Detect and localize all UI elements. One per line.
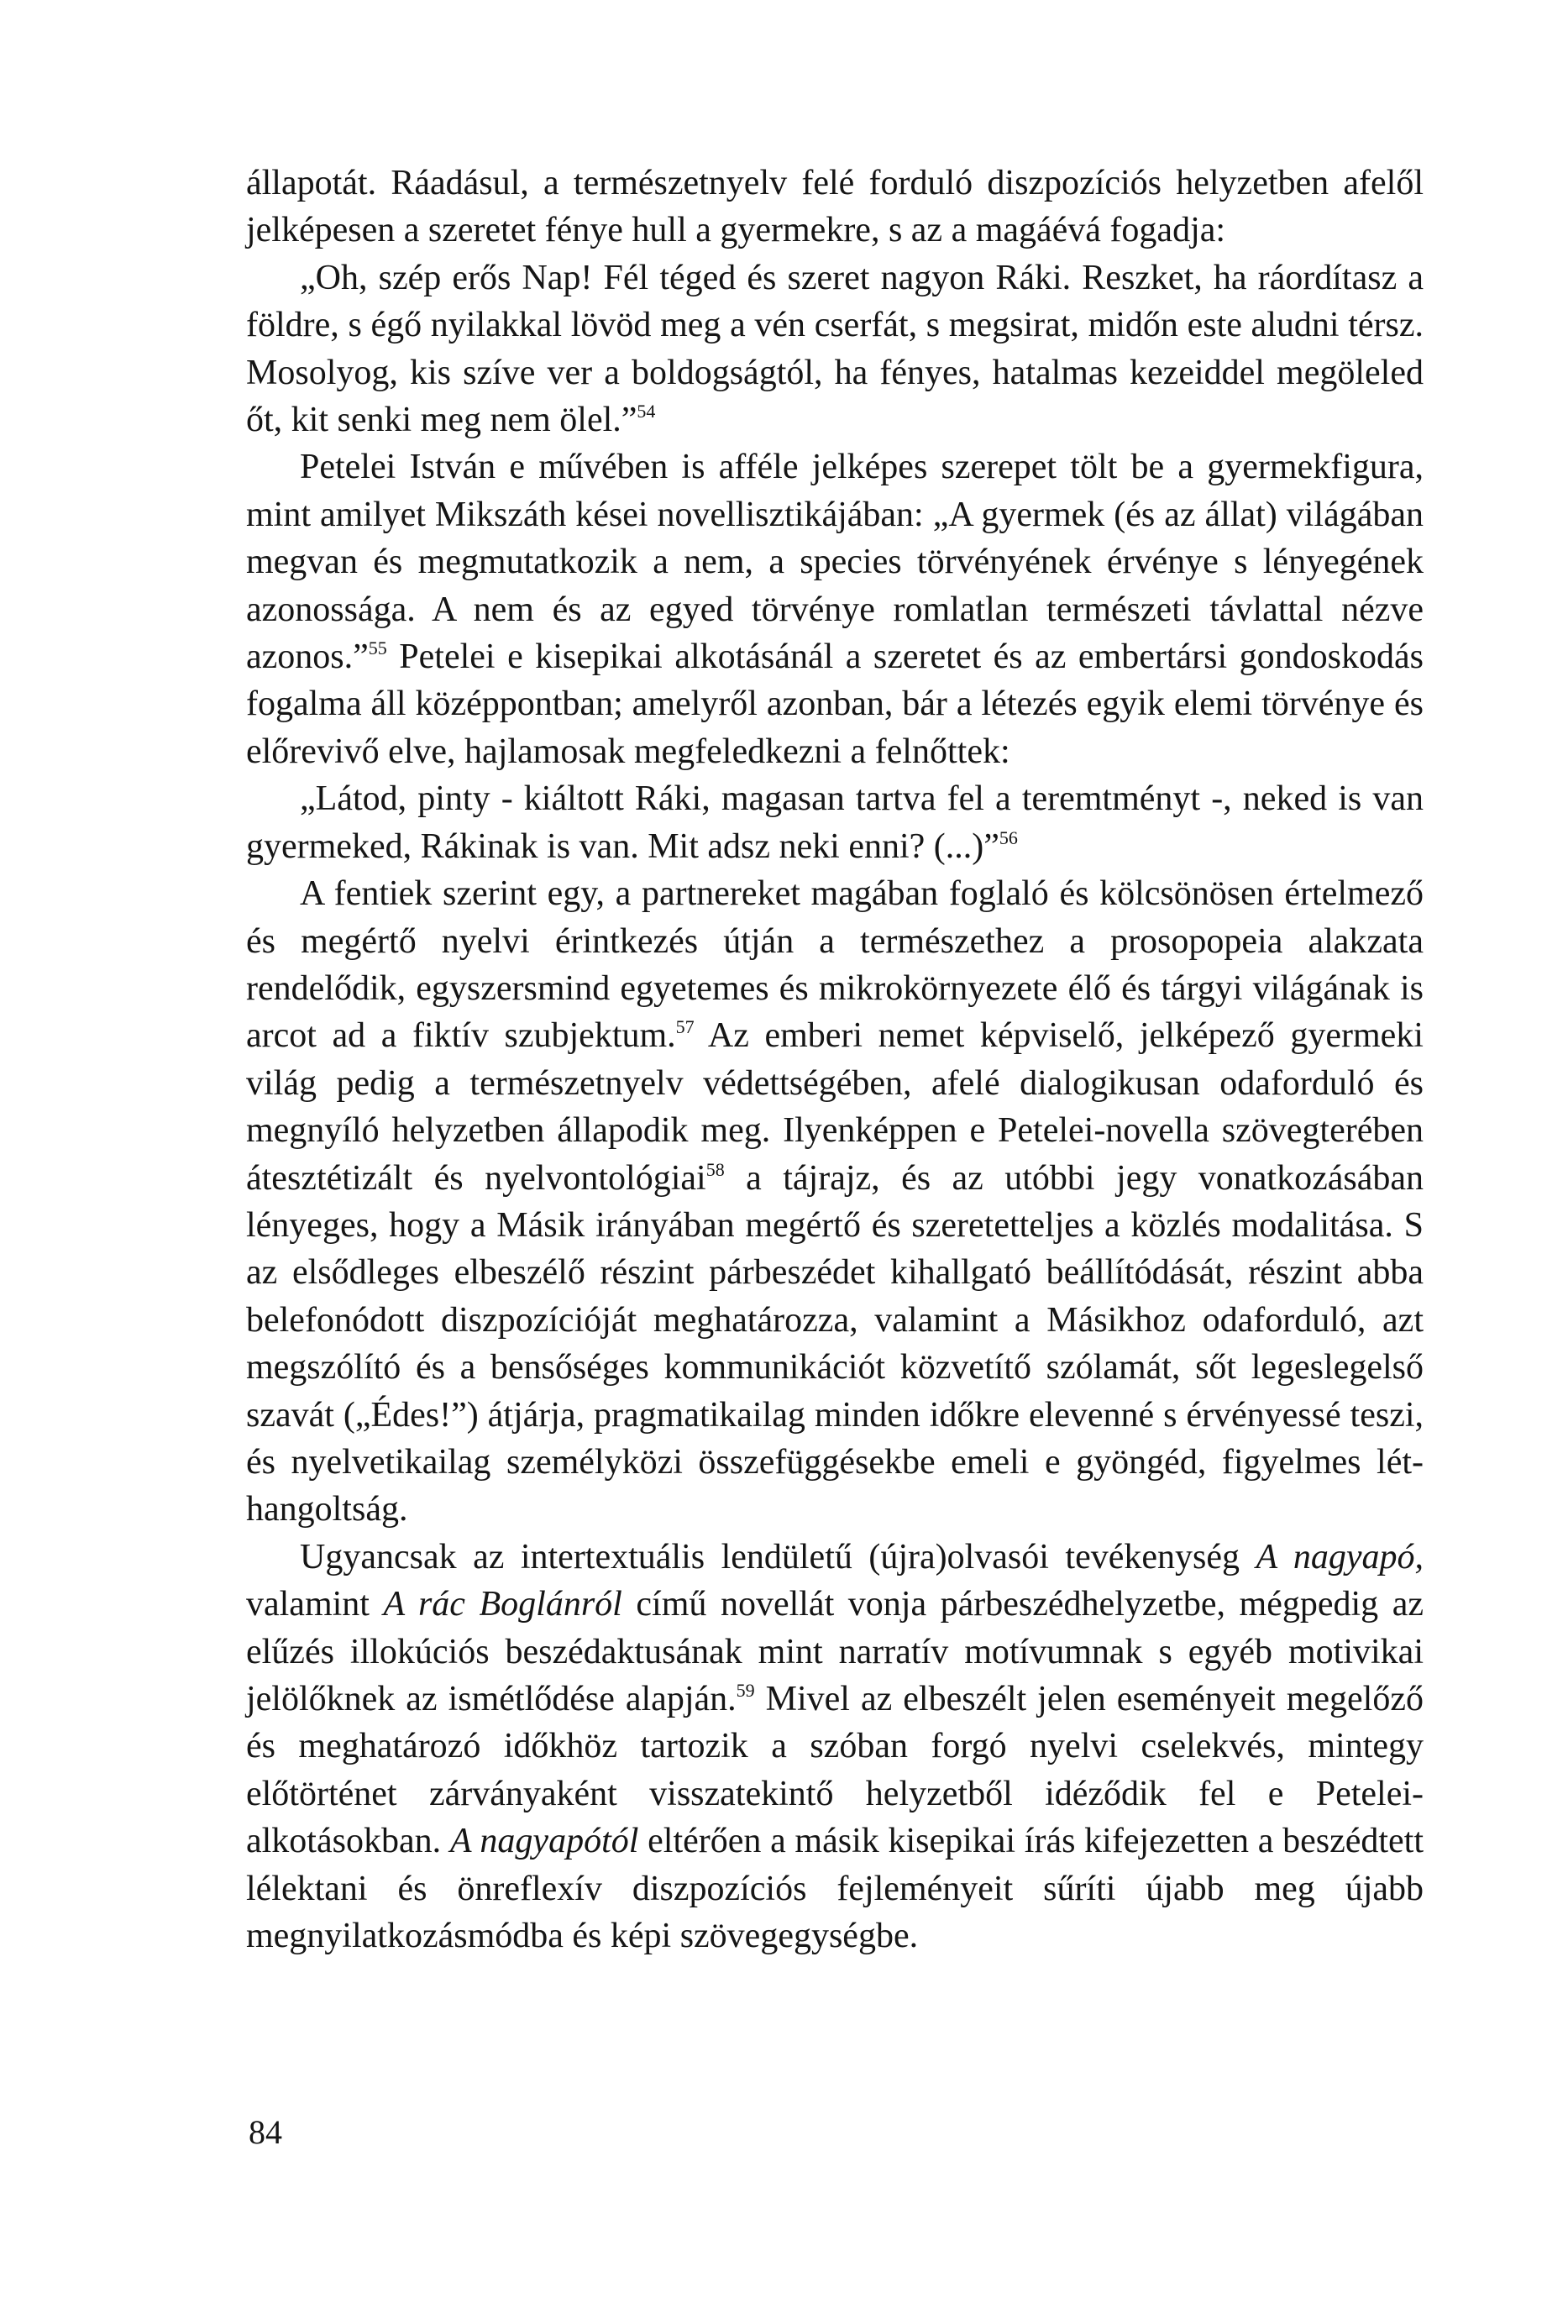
paragraph: [246, 775, 1424, 870]
italic-title: A rác Boglánról: [383, 1585, 622, 1624]
text-run: Ugyancsak az intertextuális lendületű (újra)olvasói tevékenység: [300, 1537, 1256, 1576]
paragraph: [246, 870, 1424, 1534]
text-run: Petelei e kisepikai alkotásánál a szeretet és az embertársi gondoskodás fogalma áll középpontban; amelyről azonban, bár a létezés egyik elemi törvénye és előrevivő elve, hajlamosak megfeledkezni a felnőttek:: [246, 637, 1424, 771]
footnote-marker: 54: [637, 401, 656, 422]
text-run: Petelei István e művében is afféle jelképes szerepet tölt be a gyermekfigura, mint amilyet Mikszáth kései novellisztikájában: „A gyermek (és az állat) világában megvan és megmutatkozik a nem, a species törvényének érvénye s lényegének azonossága. A nem és az egyed törvénye romlatlan természeti távlattal nézve azonos.”: [246, 448, 1424, 677]
footnote-marker: 56: [999, 826, 1018, 848]
footnote-marker: 59: [736, 1680, 755, 1701]
text-run: című novellát vonja párbeszédhelyzetbe, mégpedig az elűzés illokúciós beszédaktusának mint narratív motívumnak s egyéb motivikai jelölőknek az ismétlődése alapján.: [246, 1585, 1424, 1718]
text-run: A fentiek szerint egy, a partnereket magában foglaló és kölcsönösen értelmező és megértő nyelvi érintkezés útján a természethez a prosopopeia alakzata rendelődik, egyszersmind egyetemes és mikrokörnyezete élő és tárgyi világának is arcot ad a fiktív szubjektum.: [246, 874, 1424, 1056]
text-run: a tájrajz, és az utóbbi jegy vonatkozásában lényeges, hogy a Másik irányában megértő és szeretetteljes a közlés modalitása. S az elsődleges elbeszélő részint párbeszédet kihallgató beállítódását, részint abba belefonódott diszpozícióját meghatározza, valamint a Másikhoz odaforduló, azt megszólító és a bensőséges kommunikációt közvetítő szólamát, sőt legeslegelső szavát („Édes!”) átjárja, pragmatikailag minden időkre elevenné s érvényessé teszi, és nyelvetikailag személyközi összefüggésekbe emeli e gyöngéd, figyelmes lét-hangoltság.: [246, 1158, 1424, 1529]
paragraph: [246, 160, 1424, 254]
paragraph: [246, 254, 1424, 444]
text-run: Az emberi nemet képviselő, jelképező gyermeki világ pedig a természetnyelv védettségében, afelé dialogikusan odaforduló és megnyíló helyzetben állapodik meg. Ilyenképpen e Petelei-novella szövegterében átesztétizált és nyelvontológiai: [246, 1016, 1424, 1198]
italic-title: A nagyapó,: [1256, 1537, 1424, 1576]
text-run: valamint: [246, 1585, 384, 1624]
page-number: 84: [249, 2113, 282, 2151]
footnote-marker: 55: [368, 637, 387, 659]
italic-title: A nagyapótól: [449, 1822, 639, 1861]
body-text: [246, 160, 1424, 1959]
text-run: „Látod, pinty - kiáltott Ráki, magasan tartva fel a teremtményt -, neked is van gyermeked, Rákinak is van. Mit adsz neki enni? (...)”: [246, 779, 1424, 866]
text-run: „Oh, szép erős Nap! Fél téged és szeret nagyon Ráki. Reszket, ha ráordítasz a földre, s égő nyilakkal lövöd meg a vén cserfát, s megsirat, midőn este aludni térsz. Mosolyog, kis szíve ver a boldogságtól, ha fényes, hatalmas kezeiddel megöleled őt, kit senki meg nem ölel.”: [246, 258, 1424, 440]
text-run: állapotát. Ráadásul, a természetnyelv felé forduló diszpozíciós helyzetben afelől jelképesen a szeretet fénye hull a gyermekre, s az a magáévá fogadja:: [246, 164, 1424, 250]
paragraph: [246, 1534, 1424, 1960]
footnote-marker: 58: [705, 1158, 725, 1180]
footnote-marker: 57: [675, 1016, 695, 1038]
paragraph: [246, 443, 1424, 775]
text-run: eltérően a másik kisepikai írás kifejezetten a beszédtett lélektani és önreflexív diszpozíciós fejleményeit sűríti újabb meg újabb megnyilatkozásmódba és képi szövegegységbe.: [246, 1822, 1424, 1956]
text-run: Mivel az elbeszélt jelen eseményeit megelőző és meghatározó időkhöz tartozik a szóban forgó nyelvi cselekvés, mintegy előtörténet zárványaként visszatekintő helyzetből idéződik fel e Petelei-alkotásokban.: [246, 1680, 1424, 1861]
